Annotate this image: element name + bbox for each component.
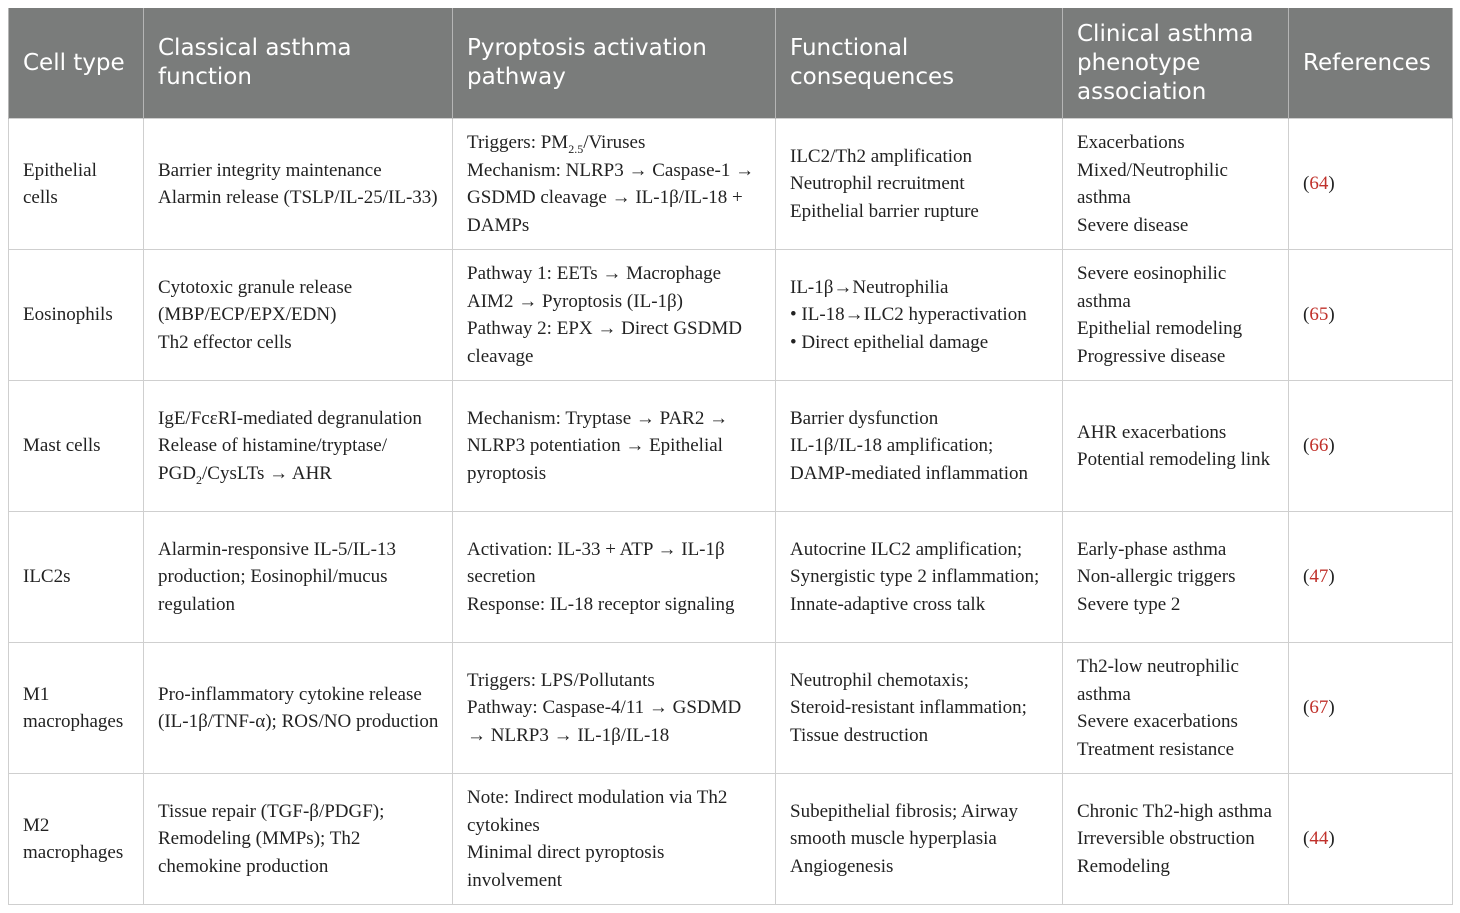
text-segment: /CysLTs → AHR <box>202 462 332 484</box>
table-row <box>9 119 1453 250</box>
cell-line: ILC2s <box>23 566 71 588</box>
subscript: 2.5 <box>568 141 584 156</box>
table-row <box>9 250 1453 381</box>
pathway-cell <box>453 250 776 381</box>
table-row <box>9 643 1453 774</box>
phenotype-cell <box>1063 250 1289 381</box>
cell-line: Angiogenesis <box>790 855 894 877</box>
cell-line: Tissue repair (TGF-β/PDGF); Remodeling (MMPs); Th2 chemokine production <box>158 800 385 877</box>
table-body <box>9 119 1453 905</box>
phenotype-cell <box>1063 774 1289 905</box>
cell-line: Severe type 2 <box>1077 593 1181 615</box>
cell-line: Eosinophils <box>23 304 113 326</box>
cell-line <box>467 129 762 157</box>
pathway-cell <box>453 381 776 512</box>
classical-function-cell <box>144 119 453 250</box>
reference-cell: (65) <box>1289 250 1453 381</box>
phenotype-cell <box>1063 512 1289 643</box>
cell-line: M2 macrophages <box>23 814 124 863</box>
cell-line: Pro-inflammatory cytokine release (IL-1β/TNF-α); ROS/NO production <box>158 683 439 732</box>
cell-line: Mast cells <box>23 435 101 457</box>
phenotype-cell <box>1063 381 1289 512</box>
text-segment: Triggers: PM <box>467 132 569 153</box>
cell-line: Severe disease <box>1077 214 1189 236</box>
reference-link[interactable]: 67 <box>1309 697 1329 719</box>
pathway-cell <box>453 119 776 250</box>
cell-line: Non-allergic triggers <box>1077 566 1236 588</box>
cell-line: Remodeling <box>1077 855 1170 877</box>
cell-line: Progressive disease <box>1077 345 1226 367</box>
consequences-cell <box>776 381 1063 512</box>
cell-line: Minimal direct pyroptosis involvement <box>467 842 665 891</box>
cell-line: Mechanism: NLRP3 → Caspase-1 → GSDMD cleavage → IL-1β/IL-18 + DAMPs <box>467 159 755 236</box>
cell-type-cell <box>9 381 144 512</box>
cell-line: Irreversible obstruction <box>1077 828 1255 850</box>
consequences-cell <box>776 119 1063 250</box>
cell-line: Exacerbations <box>1077 132 1185 153</box>
text-segment: Release of histamine/tryptase/ PGD <box>158 435 387 484</box>
pathway-cell <box>453 774 776 905</box>
cell-line: Severe exacerbations <box>1077 711 1238 732</box>
cell-line: Triggers: LPS/Pollutants <box>467 669 655 691</box>
pathway-cell <box>453 512 776 643</box>
reference-cell: (67) <box>1289 643 1453 774</box>
reference-cell: (47) <box>1289 512 1453 643</box>
cell-line: Neutrophil recruitment <box>790 173 965 195</box>
consequences-cell <box>776 643 1063 774</box>
cell-line <box>158 432 439 487</box>
header-classical-function: Classical asthma function <box>144 8 453 119</box>
header-phenotype-association: Clinical asthma phenotype association <box>1063 8 1289 119</box>
table-header <box>9 8 1453 119</box>
classical-function-cell <box>144 381 453 512</box>
cell-line: Treatment resistance <box>1077 738 1235 760</box>
cell-line: Epithelial cells <box>23 159 97 208</box>
header-cell-type: Cell type <box>9 8 144 119</box>
reference-link[interactable]: 65 <box>1309 304 1329 326</box>
table-row <box>9 774 1453 905</box>
cell-line: Severe eosinophilic asthma <box>1077 263 1227 312</box>
cell-line: Th2-low neutrophilic asthma <box>1077 656 1239 705</box>
cell-type-cell <box>9 512 144 643</box>
cell-type-cell <box>9 774 144 905</box>
cell-line: • IL-18→ILC2 hyperactivation <box>790 304 1027 326</box>
header-references: References <box>1289 8 1453 119</box>
cell-line: Note: Indirect modulation via Th2 cytokines <box>467 787 728 836</box>
classical-function-cell <box>144 250 453 381</box>
cell-line: Autocrine ILC2 amplification; <box>790 538 1023 560</box>
cell-line: Activation: IL-33 + ATP → IL-1β secretion <box>467 538 725 588</box>
phenotype-cell <box>1063 643 1289 774</box>
cell-type-cell <box>9 250 144 381</box>
cell-line: Chronic Th2-high asthma <box>1077 800 1272 822</box>
cell-line: DAMP-mediated inflammation <box>790 462 1028 484</box>
cell-line: Epithelial barrier rupture <box>790 200 979 222</box>
consequences-cell <box>776 512 1063 643</box>
reference-link[interactable]: 64 <box>1309 173 1329 195</box>
cell-type-cell <box>9 643 144 774</box>
consequences-cell <box>776 250 1063 381</box>
pathway-cell <box>453 643 776 774</box>
cell-line: Pathway: Caspase-4/11 → GSDMD → NLRP3 → IL-1β/IL-18 <box>467 697 742 746</box>
table-row <box>9 512 1453 643</box>
reference-link[interactable]: 47 <box>1309 566 1329 588</box>
text-segment: /Viruses <box>583 132 646 153</box>
cell-line: Early-phase asthma <box>1077 538 1227 560</box>
classical-function-cell <box>144 512 453 643</box>
cell-type-cell <box>9 119 144 250</box>
classical-function-cell <box>144 643 453 774</box>
reference-link[interactable]: 66 <box>1309 435 1329 457</box>
cell-line: ILC2/Th2 amplification <box>790 145 973 167</box>
reference-link[interactable]: 44 <box>1309 828 1329 850</box>
cell-line: Innate-adaptive cross talk <box>790 593 986 615</box>
cell-line: • Direct epithelial damage <box>790 331 989 353</box>
cell-line: Response: IL-18 receptor signaling <box>467 593 735 615</box>
cell-line: IL-1β/IL-18 amplification; <box>790 435 994 457</box>
cell-line: Th2 effector cells <box>158 331 292 353</box>
header-pyroptosis-pathway: Pyroptosis activation pathway <box>453 8 776 119</box>
cell-line: Cytotoxic granule release (MBP/ECP/EPX/EDN) <box>158 276 353 326</box>
cell-line: Synergistic type 2 inflammation; <box>790 566 1040 588</box>
cell-line: IL-1β→Neutrophilia <box>790 276 949 298</box>
cell-line: Steroid-resistant inflammation; <box>790 697 1027 719</box>
cell-line: M1 macrophages <box>23 683 124 732</box>
cell-line: Subepithelial fibrosis; Airway smooth muscle hyperplasia <box>790 800 1018 850</box>
table-row <box>9 381 1453 512</box>
cell-line: Mixed/Neutrophilic asthma <box>1077 159 1228 208</box>
cell-line: Pathway 2: EPX → Direct GSDMD cleavage <box>467 318 742 367</box>
classical-function-cell <box>144 774 453 905</box>
cell-line: Barrier dysfunction <box>790 407 939 429</box>
reference-cell: (44) <box>1289 774 1453 905</box>
subscript: 2 <box>196 472 203 487</box>
consequences-cell <box>776 774 1063 905</box>
cell-line: Epithelial remodeling <box>1077 318 1243 339</box>
phenotype-cell <box>1063 119 1289 250</box>
cell-line: Alarmin-responsive IL-5/IL-13 production; Eosinophil/mucus regulation <box>158 538 396 615</box>
cell-line: Potential remodeling link <box>1077 449 1271 470</box>
cell-line: Tissue destruction <box>790 724 929 746</box>
reference-cell: (66) <box>1289 381 1453 512</box>
cell-line: Barrier integrity maintenance <box>158 159 382 181</box>
cell-line: Mechanism: Tryptase → PAR2 → NLRP3 potentiation → Epithelial pyroptosis <box>467 407 729 484</box>
header-functional-consequences: Functional consequences <box>776 8 1063 119</box>
cell-line: AHR exacerbations <box>1077 421 1227 443</box>
asthma-pyroptosis-table <box>8 8 1453 905</box>
cell-line: IgE/FcεRI-mediated degranulation <box>158 407 422 429</box>
cell-line: Neutrophil chemotaxis; <box>790 669 969 691</box>
reference-cell: (64) <box>1289 119 1453 250</box>
cell-line: Pathway 1: EETs → Macrophage AIM2 → Pyroptosis (IL-1β) <box>467 263 722 312</box>
cell-line: Alarmin release (TSLP/IL-25/IL-33) <box>158 187 438 208</box>
